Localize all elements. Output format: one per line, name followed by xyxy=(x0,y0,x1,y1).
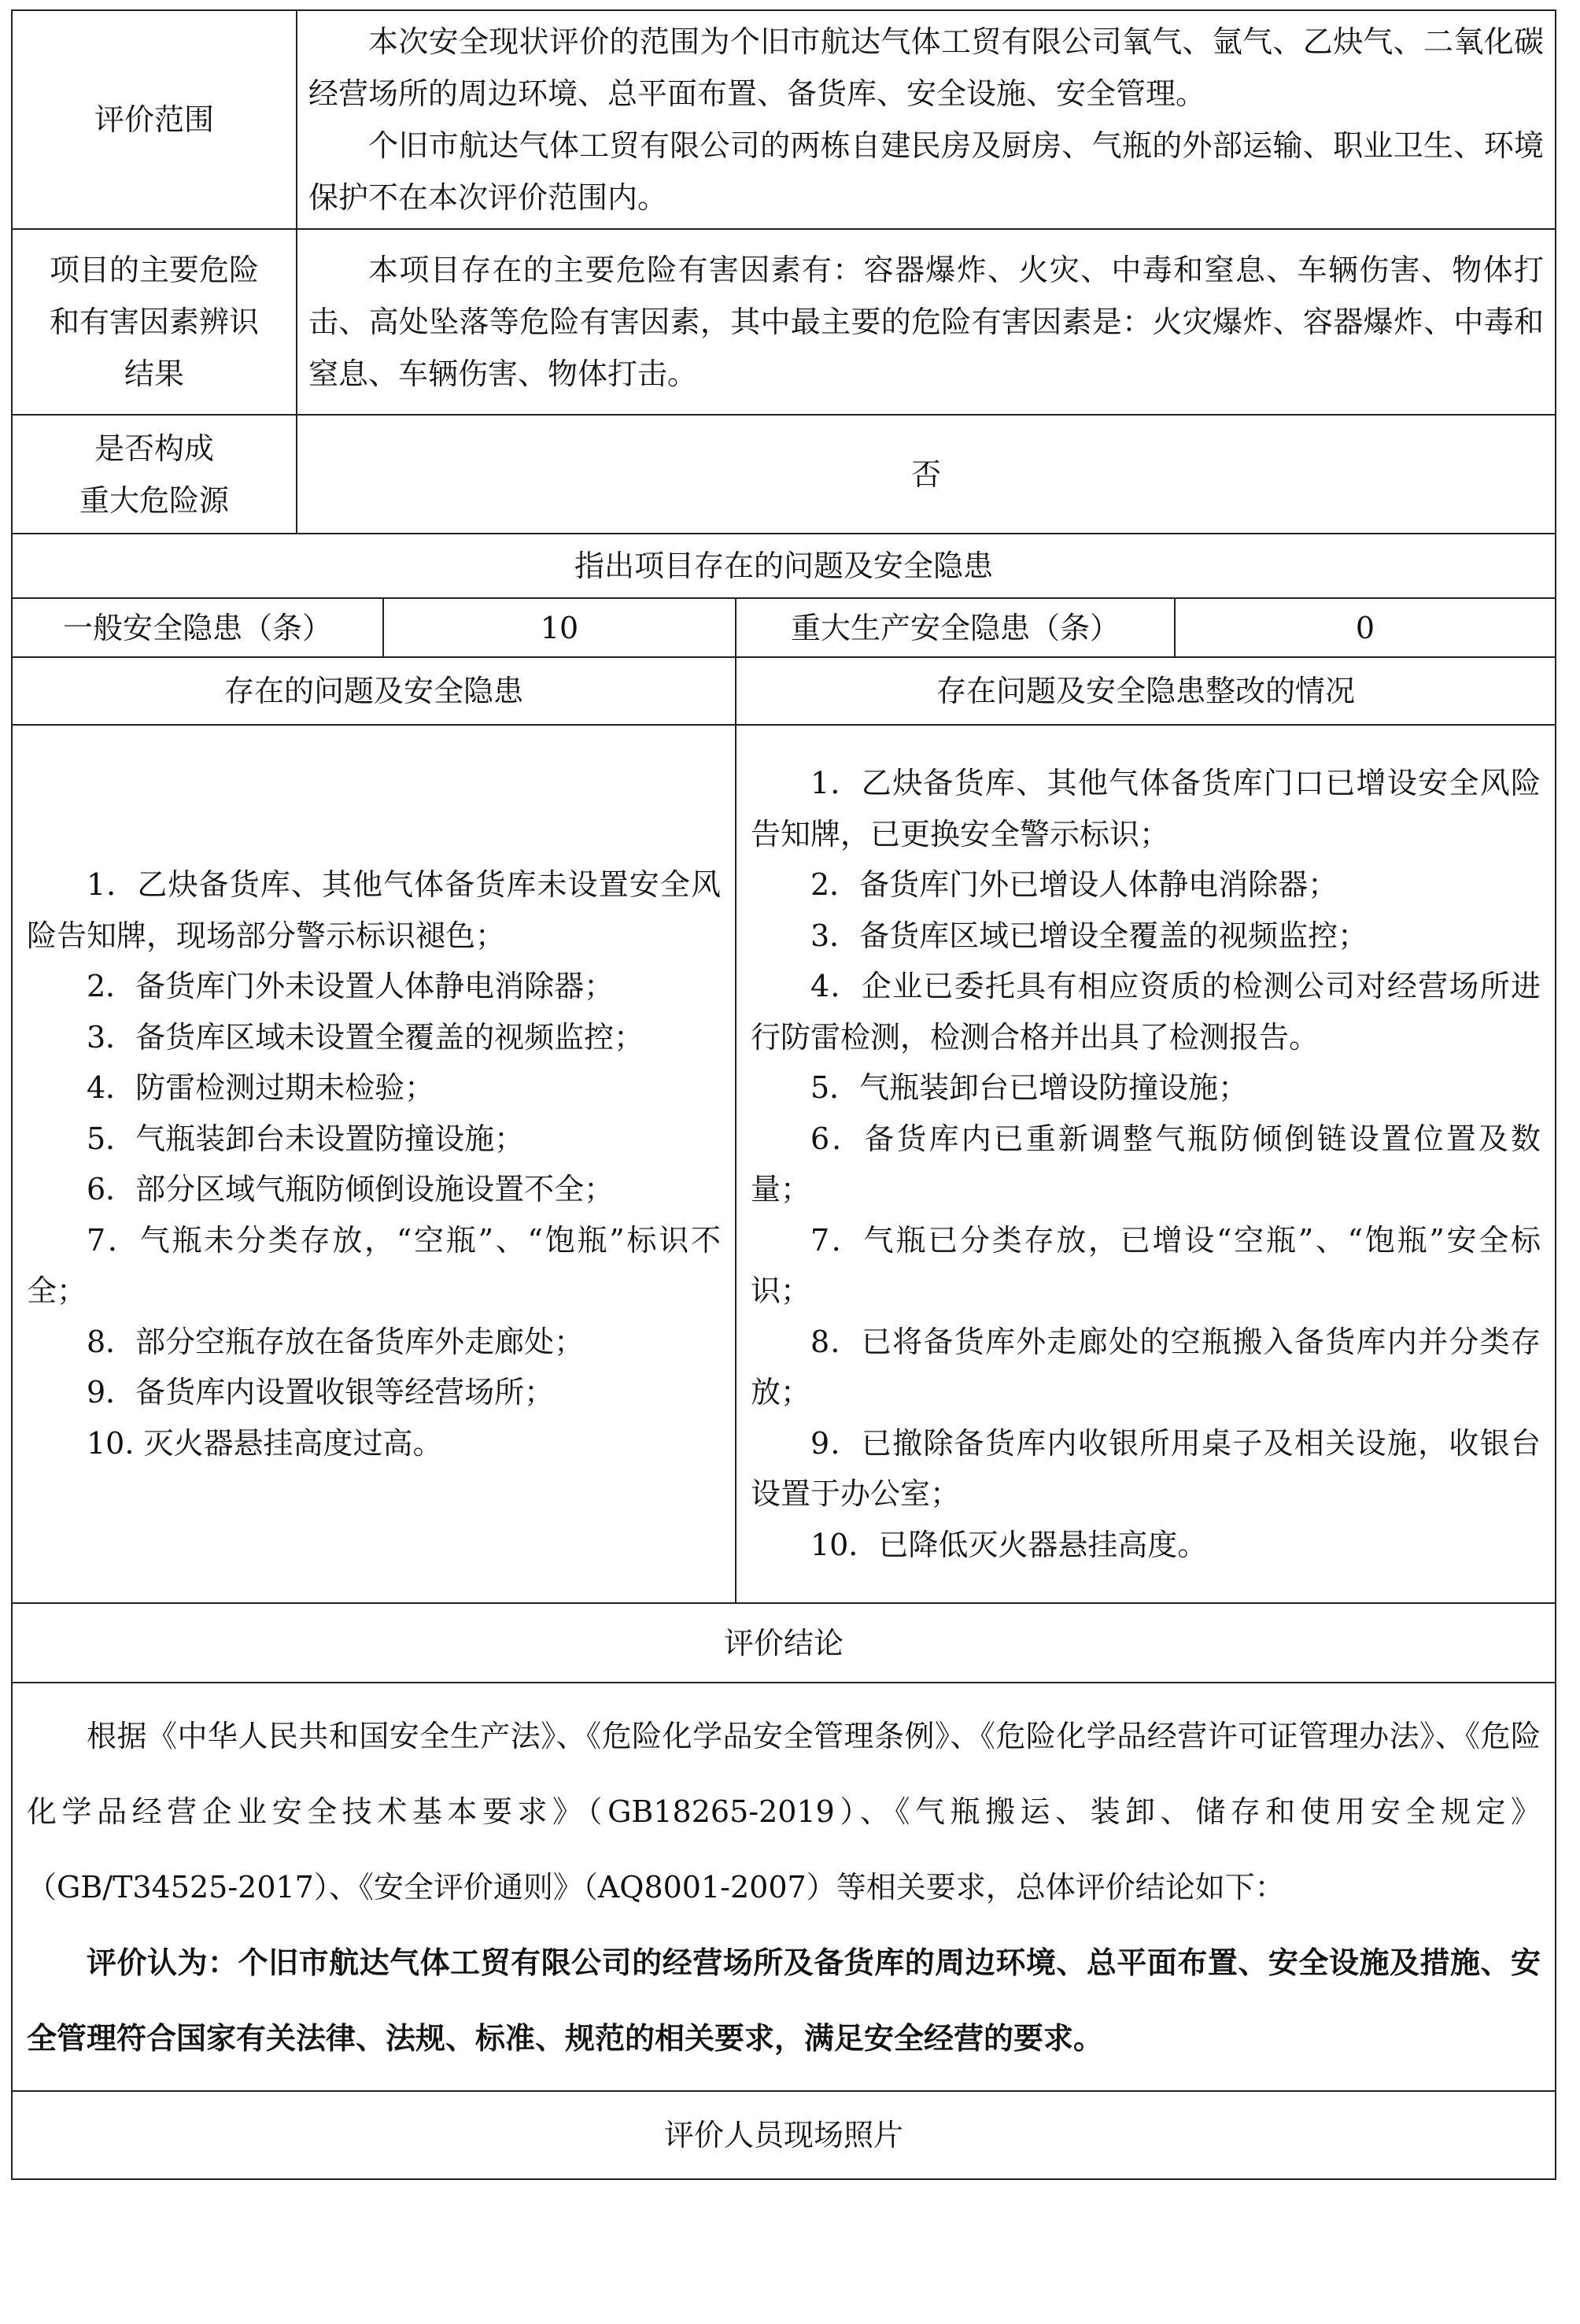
problem-item: 9．备货库内设置收银等经营场所； xyxy=(87,1375,555,1410)
rectification-list xyxy=(736,725,1556,1603)
hazards-content xyxy=(297,229,1556,415)
general-hazard-count-label: 一般安全隐患（条） xyxy=(12,598,383,657)
general-hazard-count-value: 10 xyxy=(383,598,736,657)
major-hazard-label xyxy=(12,415,297,534)
photos-header-row xyxy=(12,2091,1556,2179)
problem-item: 5．气瓶装卸台未设置防撞设施； xyxy=(87,1121,525,1156)
scope-content xyxy=(297,10,1556,229)
conclusion-content xyxy=(12,1683,1556,2091)
major-hazard-count-value: 0 xyxy=(1175,598,1556,657)
scope-label: 评价范围 xyxy=(12,10,297,229)
rectification-item: 2．备货库门外已增设人体静电消除器； xyxy=(810,867,1338,902)
rectification-item: 9．已撤除备货库内收银所用桌子及相关设施，收银台设置于办公室； xyxy=(751,1425,1541,1511)
hazards-label-line-1: 项目的主要危险 xyxy=(49,253,259,287)
rectification-header: 存在问题及安全隐患整改的情况 xyxy=(736,657,1556,725)
problem-item: 1．乙炔备货库、其他气体备货库未设置安全风险告知牌，现场部分警示标识褪色； xyxy=(27,867,721,953)
rectification-item: 5．气瓶装卸台已增设防撞设施； xyxy=(810,1070,1249,1105)
scope-row xyxy=(12,10,1556,229)
major-hazard-label-line-1: 是否构成 xyxy=(94,430,214,466)
problems-list xyxy=(12,725,736,1603)
issues-header: 指出项目存在的问题及安全隐患 xyxy=(12,534,1556,598)
problem-item: 10. 灭火器悬挂高度过高。 xyxy=(87,1425,443,1461)
evaluation-report-page xyxy=(11,9,1555,2180)
major-hazard-row xyxy=(12,415,1556,534)
hazards-label xyxy=(12,229,297,415)
rectification-item: 4．企业已委托具有相应资质的检测公司对经营场所进行防雷检测，检测合格并出具了检测报告。 xyxy=(751,969,1541,1055)
problem-item: 4．防雷检测过期未检验； xyxy=(87,1070,435,1105)
scope-paragraph-1: 本次安全现状评价的范围为个旧市航达气体工贸有限公司氧气、氩气、乙炔气、二氧化碳经营场所的周边环境、总平面布置、备货库、安全设施、安全管理。 xyxy=(308,24,1545,111)
hazards-label-line-2: 和有害因素辨识 xyxy=(49,305,259,339)
scope-paragraph-2: 个旧市航达气体工贸有限公司的两栋自建民房及厨房、气瓶的外部运输、职业卫生、环境保护不在本次评价范围内。 xyxy=(308,128,1545,215)
major-hazard-count-label: 重大生产安全隐患（条） xyxy=(736,598,1175,657)
rectification-item: 1．乙炔备货库、其他气体备货库门口已增设安全风险告知牌，已更换安全警示标识； xyxy=(751,766,1541,852)
conclusion-row xyxy=(12,1683,1556,2091)
columns-header-row xyxy=(12,657,1556,725)
conclusion-header: 评价结论 xyxy=(12,1603,1556,1683)
problem-item: 6．部分区域气瓶防倾倒设施设置不全； xyxy=(87,1172,615,1206)
rectification-item: 8．已将备货库外走廊处的空瓶搬入备货库内并分类存放； xyxy=(751,1324,1541,1410)
photos-header: 评价人员现场照片 xyxy=(12,2091,1556,2179)
problem-item: 2．备货库门外未设置人体静电消除器； xyxy=(87,969,615,1003)
conclusion-verdict: 评价认为：个旧市航达气体工贸有限公司的经营场所及备货库的周边环境、总平面布置、安全设施及措施、安全管理符合国家有关法律、法规、标准、规范的相关要求，满足安全经营的要求。 xyxy=(27,1944,1541,2056)
evaluation-table xyxy=(11,9,1556,2180)
hazards-row xyxy=(12,229,1556,415)
problems-header: 存在的问题及安全隐患 xyxy=(12,657,736,725)
major-hazard-label-line-2: 重大危险源 xyxy=(79,482,229,518)
major-hazard-value: 否 xyxy=(297,415,1556,534)
conclusion-header-row xyxy=(12,1603,1556,1683)
rectification-item: 6．备货库内已重新调整气瓶防倾倒链设置位置及数量； xyxy=(751,1121,1541,1206)
counts-row xyxy=(12,598,1556,657)
rectification-item: 10．已降低灭火器悬挂高度。 xyxy=(810,1527,1208,1562)
problem-item: 7．气瓶未分类存放，“空瓶”、“饱瓶”标识不全； xyxy=(27,1222,721,1308)
problem-item: 8．部分空瓶存放在备货库外走廊处； xyxy=(87,1324,585,1359)
lists-row xyxy=(12,725,1556,1603)
rectification-item: 7．气瓶已分类存放，已增设“空瓶”、“饱瓶”安全标识； xyxy=(751,1222,1541,1308)
hazards-label-line-3: 结果 xyxy=(124,357,184,391)
conclusion-basis: 根据《中华人民共和国安全生产法》、《危险化学品安全管理条例》、《危险化学品经营许可证管理办法》、《危险化学品经营企业安全技术基本要求》（GB18265-2019）、《气瓶搬运、装卸、储存和使用安全规定》（GB/T34525-2017）、《安全评价通则》（AQ8001-2007）等相关要求，总体评价结论如下： xyxy=(27,1718,1541,1905)
hazards-text: 本项目存在的主要危险有害因素有：容器爆炸、火灾、中毒和窒息、车辆伤害、物体打击、高处坠落等危险有害因素，其中最主要的危险有害因素是：火灾爆炸、容器爆炸、中毒和窒息、车辆伤害、物体打击。 xyxy=(308,253,1545,391)
problem-item: 3．备货库区域未设置全覆盖的视频监控； xyxy=(87,1019,644,1055)
issues-header-row xyxy=(12,534,1556,598)
rectification-item: 3．备货库区域已增设全覆盖的视频监控； xyxy=(810,918,1368,953)
